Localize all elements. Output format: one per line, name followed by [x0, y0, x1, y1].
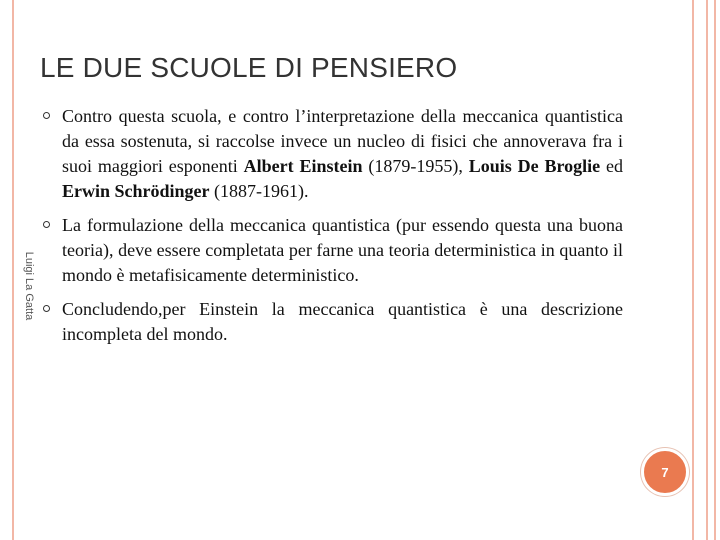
name-de-broglie: Louis De Broglie [468, 156, 601, 176]
slide-title: LE DUE SCUOLE DI PENSIERO [40, 52, 458, 83]
author-side-label: Luigi La Gatta [23, 251, 35, 321]
bullet-text-2: La formulazione della meccanica quantistica (pur essendo questa una buona teoria), deve essere completata per farne una teoria deterministica in quanto il mondo è metafisicamente deterministico. [62, 215, 623, 285]
left-border-line [12, 0, 14, 540]
bullet-item-2 [40, 213, 623, 288]
bullet-list [40, 104, 623, 356]
right-border-line [714, 0, 716, 540]
hollow-circle-bullet-icon [43, 221, 50, 228]
bullet-text-3: Concludendo,per Einstein la meccanica quantistica è una descrizione incompleta del mondo. [62, 299, 623, 344]
bullet-item-3 [40, 297, 623, 347]
bullet-text-1: Contro questa scuola, e contro l’interpretazione della meccanica quantistica da essa sostenuta, si raccolse invece un nucleo di fisici che annoverava fra i suoi maggiori esponenti Albert Einstein (1879-1955), Louis De Broglie ed Erwin Schrödinger (1887-1961). [62, 106, 623, 201]
name-einstein: Albert Einstein [243, 156, 363, 176]
right-border-strip [692, 0, 708, 540]
hollow-circle-bullet-icon [43, 112, 50, 119]
bullet-item-1 [40, 104, 623, 204]
name-schrodinger: Erwin Schrödinger [62, 181, 210, 201]
hollow-circle-bullet-icon [43, 305, 50, 312]
page-number-badge: 7 [641, 448, 689, 496]
